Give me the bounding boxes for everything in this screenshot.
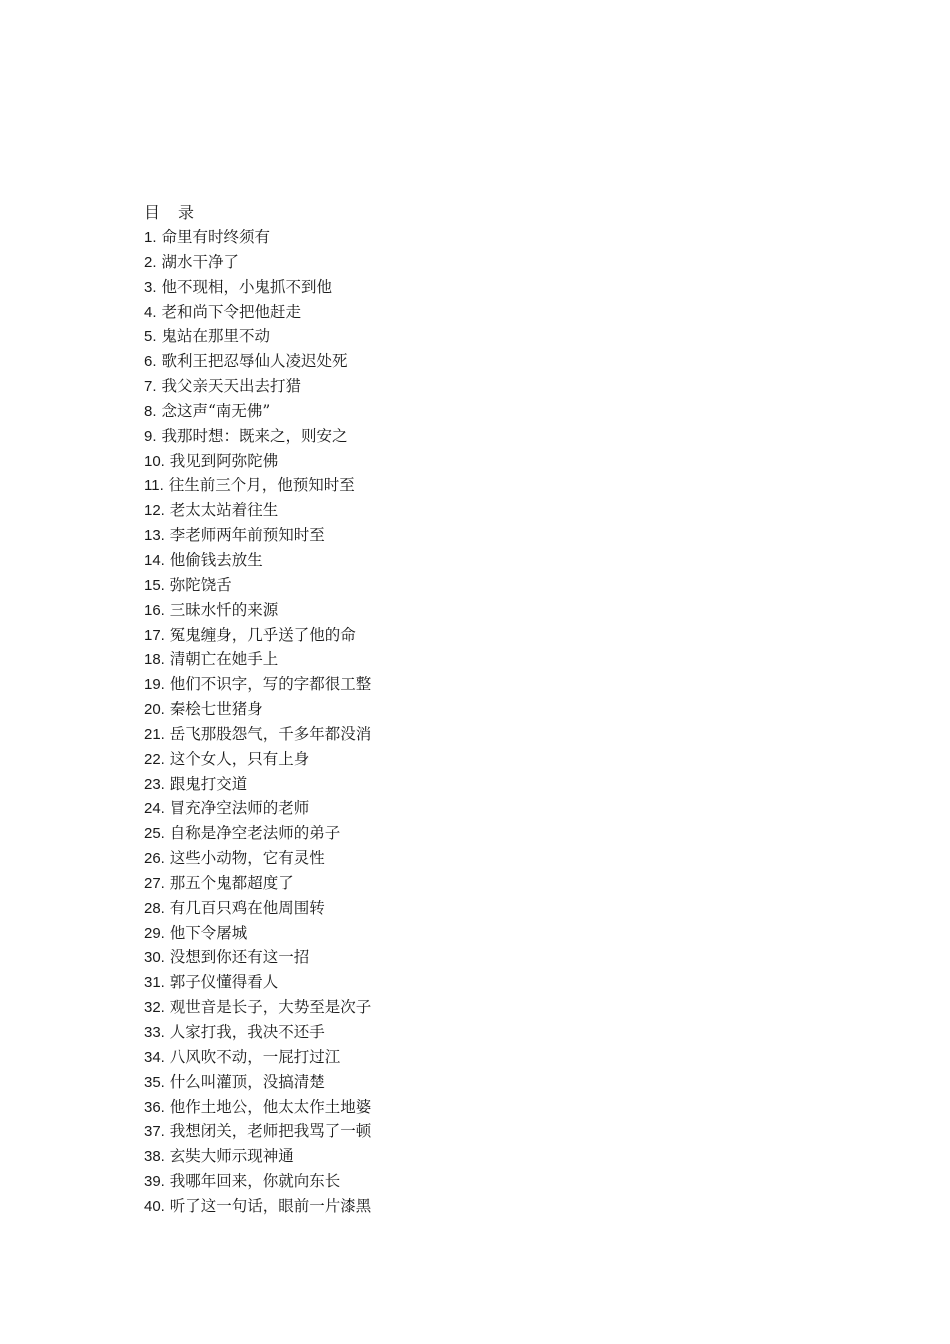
toc-entry-number: 3. <box>144 278 157 296</box>
toc-entry-number: 2. <box>144 253 157 271</box>
toc-entry-number: 4. <box>144 303 157 321</box>
toc-entry[interactable] <box>144 473 844 498</box>
toc-entry-title: 弥陀饶舌 <box>169 575 232 594</box>
toc-entry[interactable] <box>144 523 844 548</box>
toc-entry-number: 16. <box>144 601 165 619</box>
toc-entry-title: 玄奘大师示现神通 <box>169 1147 294 1166</box>
toc-entry[interactable] <box>144 945 844 970</box>
toc-entry[interactable] <box>144 498 844 523</box>
toc-entry-number: 20. <box>144 701 165 719</box>
toc-entry-title: 歌利王把忍辱仙人凌迟处死 <box>161 352 348 371</box>
toc-entry-title: 我想闭关，老师把我骂了一顿 <box>169 1122 372 1141</box>
toc-entry-number: 24. <box>144 800 165 818</box>
toc-entry-number: 19. <box>144 676 165 694</box>
toc-entry-title: 这些小动物，它有灵性 <box>169 849 325 868</box>
toc-entry-title: 他下令屠城 <box>169 923 248 942</box>
toc-entry-number: 23. <box>144 775 165 793</box>
toc-entry-title: 念这声“南无佛” <box>161 401 271 420</box>
toc-entry-title: 观世音是长子，大势至是次子 <box>169 998 372 1017</box>
toc-entry[interactable] <box>144 821 844 846</box>
toc-entry[interactable] <box>144 1119 844 1144</box>
toc-entry-number: 35. <box>144 1073 165 1091</box>
toc-entry[interactable] <box>144 1095 844 1120</box>
toc-entry[interactable] <box>144 225 844 250</box>
toc-entry[interactable] <box>144 598 844 623</box>
toc-entry[interactable] <box>144 349 844 374</box>
toc-entry[interactable] <box>144 623 844 648</box>
toc-entry-number: 6. <box>144 353 157 371</box>
toc-entry-title: 鬼站在那里不动 <box>161 327 270 346</box>
toc-entry[interactable] <box>144 324 844 349</box>
toc-entry-number: 31. <box>144 974 165 992</box>
toc-entry[interactable] <box>144 1045 844 1070</box>
toc-heading <box>144 200 844 225</box>
toc-entry[interactable] <box>144 747 844 772</box>
toc-entry-title: 冒充净空法师的老师 <box>169 799 310 818</box>
toc-entry-title: 李老师两年前预知时至 <box>169 526 325 545</box>
toc-entry-number: 30. <box>144 949 165 967</box>
toc-entry[interactable] <box>144 548 844 573</box>
toc-entry-title: 郭子仪懂得看人 <box>169 973 279 992</box>
toc-entry-title: 人家打我，我决不还手 <box>169 1023 325 1041</box>
toc-entry[interactable] <box>144 250 844 275</box>
toc-entry[interactable] <box>144 772 844 797</box>
toc-entry-title: 命里有时终须有 <box>161 228 270 246</box>
toc-entry[interactable] <box>144 1144 844 1169</box>
toc-entry-title: 我那时想：既来之，则安之 <box>161 426 348 445</box>
toc-heading-part1: 目 <box>144 203 161 222</box>
toc-entry-title: 那五个鬼都超度了 <box>169 873 294 892</box>
toc-entry-title: 湖水干净了 <box>161 252 239 271</box>
toc-entry-title: 岳飞那股怨气，千多年都没消 <box>169 724 372 743</box>
toc-entry[interactable] <box>144 970 844 995</box>
toc-entry-title: 他偷钱去放生 <box>169 550 263 569</box>
toc-entry[interactable] <box>144 896 844 921</box>
toc-entry[interactable] <box>144 1020 844 1045</box>
toc-entry-title: 有几百只鸡在他周围转 <box>169 898 325 917</box>
toc-entry-number: 40. <box>144 1197 165 1215</box>
toc-entry-title: 他们不识字，写的字都很工整 <box>169 675 372 694</box>
toc-entry-number: 33. <box>144 1024 165 1041</box>
toc-entry[interactable] <box>144 796 844 821</box>
toc-entry-number: 29. <box>144 924 165 942</box>
toc-entry-title: 跟鬼打交道 <box>169 774 248 793</box>
toc-entry-title: 往生前三个月，他预知时至 <box>168 476 355 495</box>
toc-entry-number: 10. <box>144 452 165 470</box>
toc-entry-title: 没想到你还有这一招 <box>169 948 310 967</box>
toc-entry[interactable] <box>144 300 844 325</box>
toc-entry[interactable] <box>144 647 844 672</box>
toc-entry[interactable] <box>144 424 844 449</box>
toc-entry-title: 清朝亡在她手上 <box>169 650 279 669</box>
toc-entry-number: 7. <box>144 378 157 396</box>
toc-entry-title: 我哪年回来，你就向东长 <box>169 1172 341 1191</box>
toc-entry-number: 13. <box>144 527 165 545</box>
toc-entry-number: 9. <box>144 427 157 445</box>
toc-entry-number: 17. <box>144 626 165 644</box>
toc-entry-title: 这个女人，只有上身 <box>169 749 310 768</box>
toc-entry-number: 27. <box>144 874 165 892</box>
toc-entry[interactable] <box>144 871 844 896</box>
toc-entry-number: 12. <box>144 502 165 520</box>
toc-entry[interactable] <box>144 449 844 474</box>
toc-entry-number: 14. <box>144 551 165 569</box>
toc-entry[interactable] <box>144 374 844 399</box>
toc-entry-title: 我父亲天天出去打猎 <box>161 377 301 396</box>
toc-entry[interactable] <box>144 995 844 1020</box>
toc-entry-title: 自称是净空老法师的弟子 <box>169 824 341 843</box>
toc-entry-title: 什么叫灌顶，没搞清楚 <box>169 1072 325 1091</box>
toc-entry[interactable] <box>144 275 844 300</box>
toc-entry-title: 我见到阿弥陀佛 <box>169 451 279 470</box>
toc-entry-number: 11. <box>144 477 164 495</box>
toc-entry[interactable] <box>144 1194 844 1219</box>
toc-entry-title: 他不现相，小鬼抓不到他 <box>161 277 332 296</box>
toc-entry[interactable] <box>144 697 844 722</box>
toc-entry-number: 28. <box>144 899 165 917</box>
toc-entry-title: 老太太站着往生 <box>169 501 279 520</box>
toc-entry[interactable] <box>144 722 844 747</box>
toc-list <box>144 225 844 1219</box>
toc-entry-title: 八风吹不动，一屁打过江 <box>169 1047 341 1066</box>
table-of-contents <box>144 200 844 1219</box>
toc-entry-number: 36. <box>144 1098 165 1116</box>
toc-entry-number: 32. <box>144 999 165 1017</box>
toc-entry-number: 39. <box>144 1173 165 1191</box>
toc-entry[interactable] <box>144 921 844 946</box>
toc-entry[interactable] <box>144 846 844 871</box>
toc-heading-part2: 录 <box>178 203 195 222</box>
toc-entry-number: 25. <box>144 825 165 843</box>
toc-entry[interactable] <box>144 1169 844 1194</box>
toc-entry-number: 5. <box>144 328 157 346</box>
toc-entry-number: 15. <box>144 576 165 594</box>
toc-entry-number: 21. <box>144 725 165 743</box>
toc-entry-title: 老和尚下令把他赶走 <box>161 302 301 321</box>
toc-entry-number: 1. <box>144 229 157 246</box>
toc-entry-title: 秦桧七世猪身 <box>169 700 263 719</box>
toc-entry-title: 冤鬼缠身，几乎送了他的命 <box>169 625 356 644</box>
toc-entry-number: 26. <box>144 850 165 868</box>
toc-entry[interactable] <box>144 399 844 424</box>
toc-entry-number: 22. <box>144 750 165 768</box>
toc-entry-number: 34. <box>144 1048 165 1066</box>
toc-entry[interactable] <box>144 573 844 598</box>
toc-entry-number: 18. <box>144 651 165 669</box>
toc-entry-title: 三昧水忏的来源 <box>169 600 279 619</box>
toc-entry-number: 8. <box>144 402 157 420</box>
toc-entry-title: 听了这一句话，眼前一片漆黑 <box>169 1196 372 1215</box>
toc-entry[interactable] <box>144 672 844 697</box>
toc-entry-number: 38. <box>144 1148 165 1166</box>
toc-entry-number: 37. <box>144 1123 165 1141</box>
toc-entry-title: 他作土地公，他太太作土地婆 <box>169 1097 372 1116</box>
toc-entry[interactable] <box>144 1070 844 1095</box>
